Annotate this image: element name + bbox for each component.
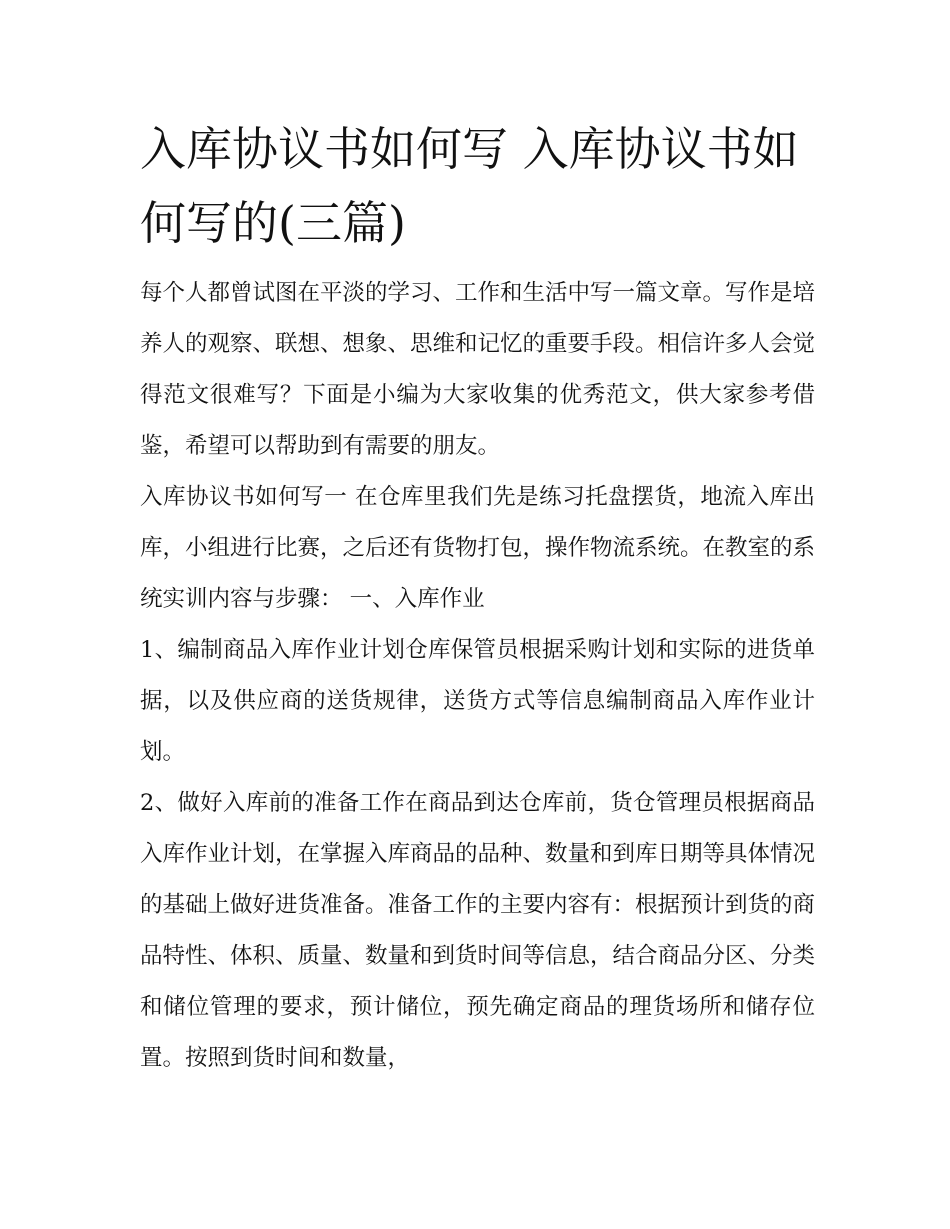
document-title: 入库协议书如何写 入库协议书如何写的(三篇) xyxy=(140,122,799,250)
body-paragraph-3: 2、做好入库前的准备工作在商品到达仓库前，货仓管理员根据商品入库作业计划，在掌握入库商品的品种、数量和到库日期等具体情况的基础上做好进货准备。准备工作的主要内容有：根据预计到货的商品特性、体积、质量、数量和到货时间等信息，结合商品分区、分类和储位管理的要求，预计储位，预先确定商品的理货场所和储存位置。按照到货时间和数量， xyxy=(140,790,816,1071)
body-paragraph-2: 1、编制商品入库作业计划仓库保管员根据采购计划和实际的进货单据，以及供应商的送货规律，送货方式等信息编制商品入库作业计划。 xyxy=(140,637,815,765)
body-paragraph-1: 入库协议书如何写一 在仓库里我们先是练习托盘摆货，地流入库出库，小组进行比赛，之后还有货物打包，操作物流系统。在教室的系统实训内容与步骤： 一、入库作业 xyxy=(140,484,816,612)
intro-paragraph: 每个人都曾试图在平淡的学习、工作和生活中写一篇文章。写作是培养人的观察、联想、想象、思维和记忆的重要手段。相信许多人会觉得范文很难写？下面是小编为大家收集的优秀范文，供大家参考借鉴，希望可以帮助到有需要的朋友。 xyxy=(140,280,816,459)
document-body xyxy=(140,112,815,1084)
